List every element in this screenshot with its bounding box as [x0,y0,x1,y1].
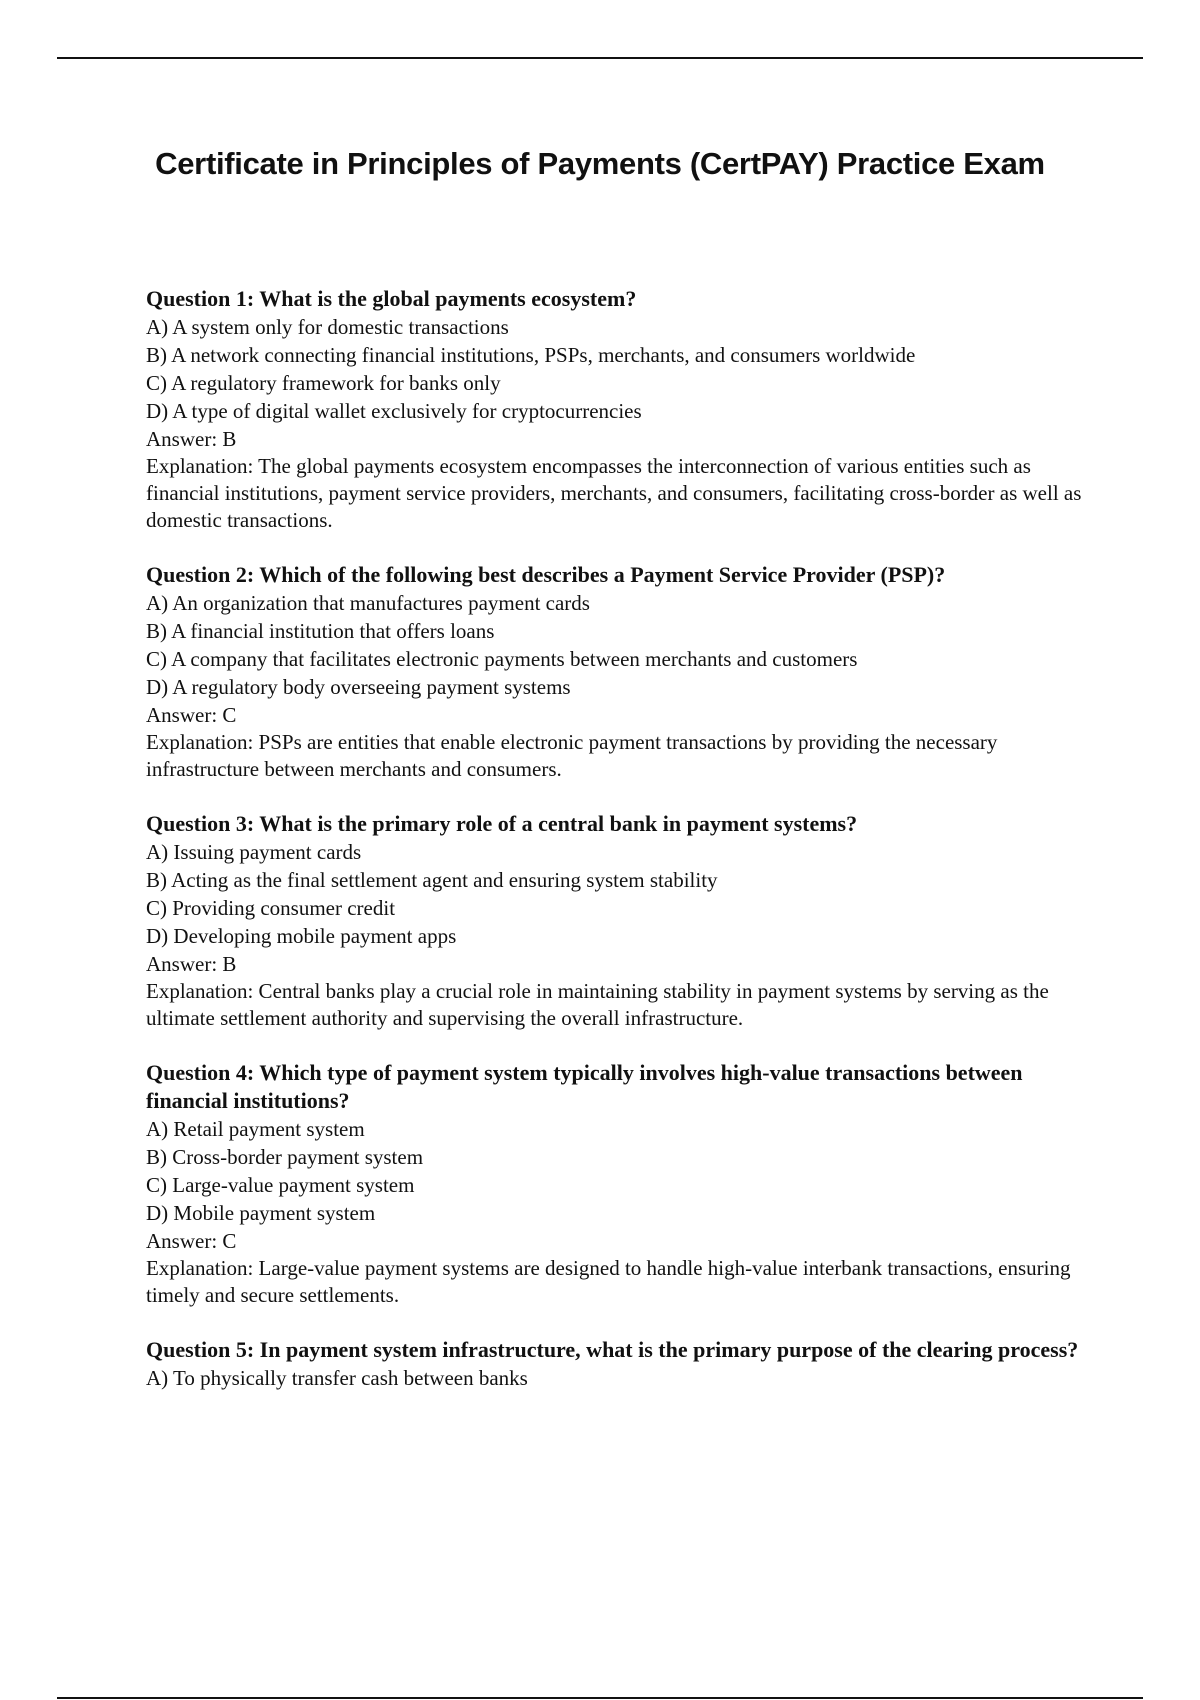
explanation: Explanation: PSPs are entities that enable electronic payment transactions by providing the necessary infrastructure between merchants and consumers. [146,730,998,781]
question-text: Question 5: In payment system infrastructure, what is the primary purpose of the clearing process? [146,1337,1079,1362]
bottom-rule [57,1697,1143,1699]
option-b: B) A financial institution that offers loans [146,619,495,643]
option-a: A) Issuing payment cards [146,840,362,864]
option-c: C) A company that facilitates electronic payments between merchants and customers [146,647,858,671]
question-text: Question 2: Which of the following best describes a Payment Service Provider (PSP)? [146,562,946,587]
option-a: A) To physically transfer cash between banks [146,1366,528,1390]
question-text: Question 3: What is the primary role of a central bank in payment systems? [146,811,858,836]
question-block-4 [146,1059,1100,1309]
question-block-1 [146,285,1100,534]
question-block-3 [146,810,1100,1032]
option-c: C) Providing consumer credit [146,896,396,920]
explanation: Explanation: The global payments ecosystem encompasses the interconnection of various entities such as financial institutions, payment service providers, merchants, and consumers, facilitating cross-border as well as domestic transactions. [146,454,1082,532]
option-d: D) Developing mobile payment apps [146,924,457,948]
option-a: A) An organization that manufactures payment cards [146,591,590,615]
answer: Answer: B [146,952,237,976]
explanation: Explanation: Large-value payment systems are designed to handle high-value interbank transactions, ensuring timely and secure settlements. [146,1256,1071,1307]
answer: Answer: C [146,703,237,727]
answer: Answer: B [146,427,237,451]
option-c: C) A regulatory framework for banks only [146,371,501,395]
option-a: A) A system only for domestic transactions [146,315,509,339]
option-b: B) A network connecting financial institutions, PSPs, merchants, and consumers worldwide [146,343,916,367]
explanation: Explanation: Central banks play a crucial role in maintaining stability in payment systems by serving as the ultimate settlement authority and supervising the overall infrastructure. [146,979,1049,1030]
page-title: Certificate in Principles of Payments (CertPAY) Practice Exam [155,146,1045,181]
option-d: D) A type of digital wallet exclusively for cryptocurrencies [146,399,642,423]
option-a: A) Retail payment system [146,1117,365,1141]
answer: Answer: C [146,1229,237,1253]
option-b: B) Acting as the final settlement agent and ensuring system stability [146,868,718,892]
option-c: C) Large-value payment system [146,1173,415,1197]
option-b: B) Cross-border payment system [146,1145,424,1169]
option-d: D) Mobile payment system [146,1201,376,1225]
question-list [146,285,1100,1419]
question-block-5 [146,1336,1100,1392]
question-text: Question 1: What is the global payments ecosystem? [146,286,637,311]
question-text: Question 4: Which type of payment system typically involves high-value transactions between financial institutions? [146,1060,1023,1113]
option-d: D) A regulatory body overseeing payment systems [146,675,571,699]
question-block-2 [146,561,1100,783]
top-rule [57,57,1143,59]
